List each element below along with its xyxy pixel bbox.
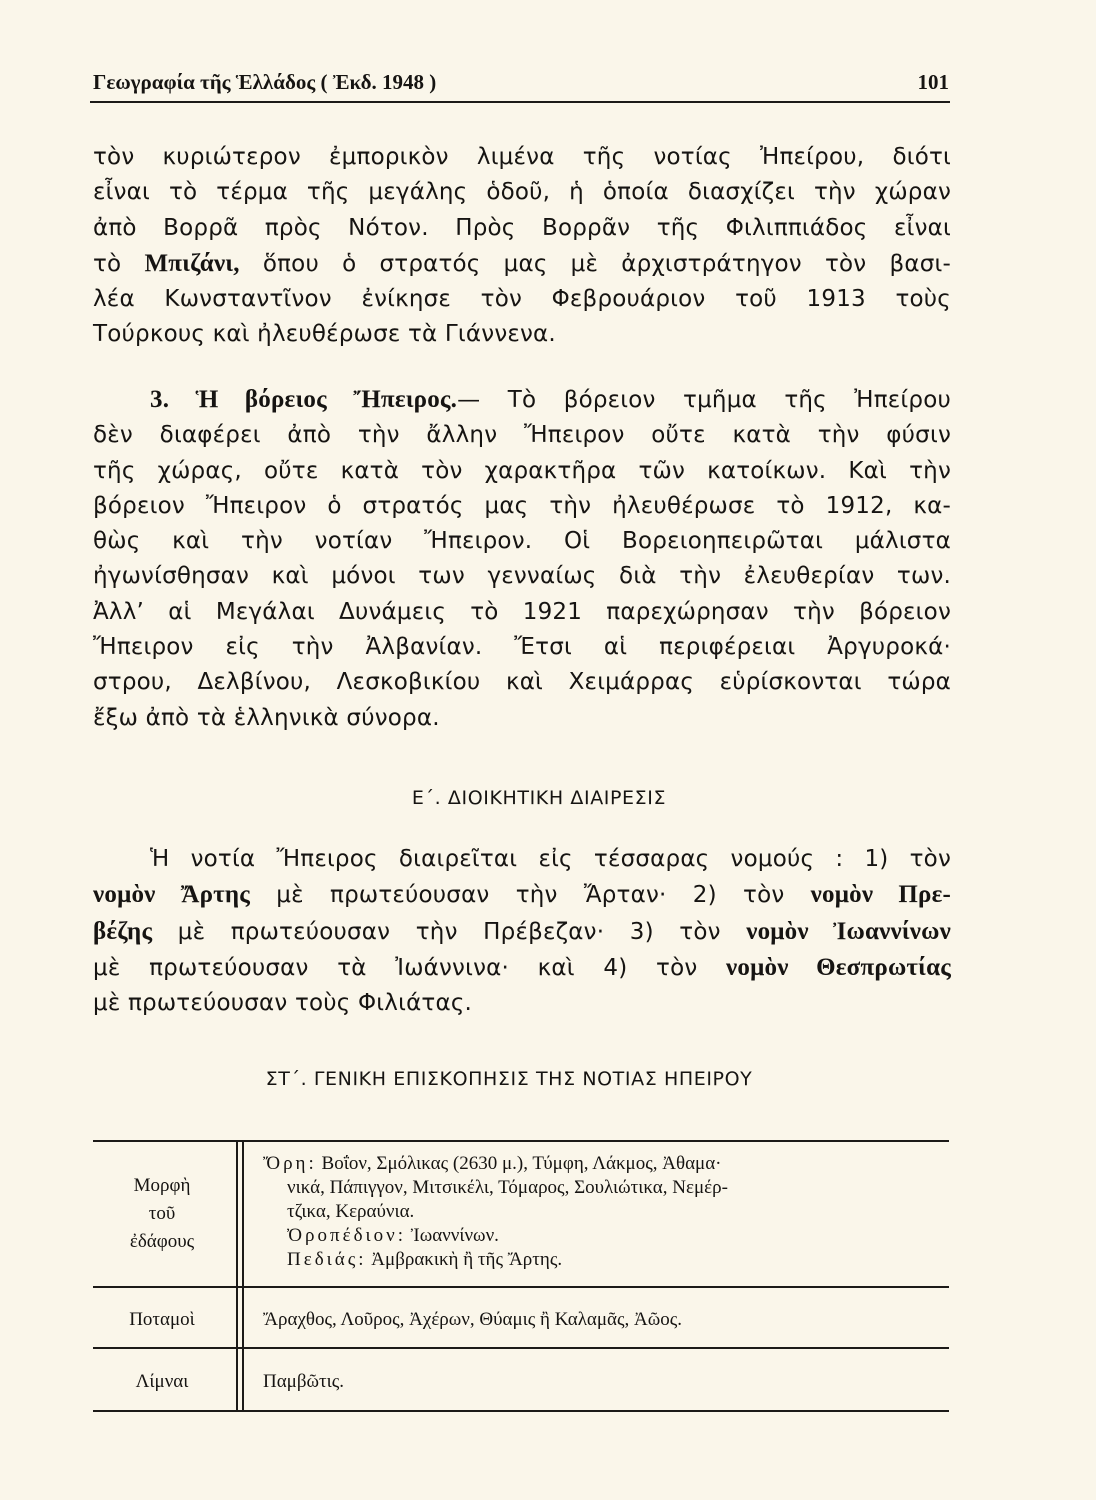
label-line: τοῦ bbox=[148, 1203, 176, 1224]
text-line bbox=[93, 950, 951, 986]
header-rule bbox=[90, 101, 950, 103]
text-line: δὲν διαφέρει ἀπὸ τὴν ἄλλην Ἤπειρον οὔτε κατὰ τὴν φύσιν bbox=[93, 422, 951, 449]
page-number: 101 bbox=[917, 70, 949, 94]
text-fragment: τὸ bbox=[93, 250, 122, 277]
text-line: βόρειον Ἤπειρον ὁ στρατός μας τὴν ἠλευθέρωσε τὸ 1912, κα- bbox=[93, 492, 951, 519]
text-line bbox=[93, 877, 951, 913]
text-line: μὲ πρωτεύουσαν τοὺς Φιλιάτας. bbox=[93, 990, 473, 1017]
label-line: Μορφὴ bbox=[133, 1175, 191, 1196]
cell-term: Ὀροπέδιον: bbox=[287, 1225, 407, 1246]
text-line bbox=[93, 246, 951, 282]
text-line: Ἀλλ’ αἱ Μεγάλαι Δυνάμεις τὸ 1921 παρεχώρησαν τὴν βόρειον bbox=[93, 598, 951, 625]
table-cell-lakes: Παμβῶτις. bbox=[263, 1371, 345, 1392]
cell-line bbox=[263, 1152, 953, 1176]
text-line bbox=[93, 382, 951, 418]
text-line: Ἡ νοτία Ἤπειρος διαιρεῖται εἰς τέσσαρας νομούς : 1) τὸν bbox=[150, 846, 951, 872]
cell-term: Πεδιάς: bbox=[287, 1249, 367, 1270]
bold-prefecture: νομὸν Ἰωαννίνων bbox=[746, 917, 952, 945]
table-bottom-rule bbox=[93, 1410, 949, 1412]
header-title: Γεωγραφία τῆς Ἑλλάδος ( Ἐκδ. 1948 ) bbox=[93, 70, 437, 94]
cell-text: Ἰωαννίνων. bbox=[410, 1225, 499, 1246]
text-line: στρου, Δελβίνου, Λεσκοβικίου καὶ Χειμάρρας εὑρίσκονται τώρα bbox=[93, 669, 951, 696]
table-row-label: Ποταμοὶ bbox=[129, 1309, 195, 1330]
text-line bbox=[93, 914, 951, 950]
paragraph-prefectures bbox=[93, 842, 951, 1021]
table-row-rule bbox=[93, 1286, 949, 1288]
text-line: εἶναι τὸ τέρμα τῆς μεγάλης ὁδοῦ, ἡ ὁποία διασχίζει τὴν χώραν bbox=[93, 179, 951, 206]
table-column-divider bbox=[242, 1140, 244, 1412]
text-fragment: μὲ πρωτεύουσαν τὴν Πρέβεζαν· 3) τὸν bbox=[177, 918, 721, 945]
text-fragment: μὲ πρωτεύουσαν τὴν Ἄρταν· 2) τὸν bbox=[276, 882, 785, 909]
text-line: ἀπὸ Βορρᾶ πρὸς Νότον. Πρὸς Βορρᾶν τῆς Φιλιππιάδος εἶναι bbox=[93, 214, 951, 241]
label-line: ἐδάφους bbox=[129, 1231, 195, 1252]
table-cell-rivers: Ἄραχθος, Λοῦρος, Ἀχέρων, Θύαμις ἢ Καλαμᾶς, Ἀῶος. bbox=[263, 1309, 683, 1330]
text-line: Τούρκους καὶ ἠλευθέρωσε τὰ Γιάννενα. bbox=[93, 321, 556, 348]
bold-prefecture: νομὸν Πρε- bbox=[810, 881, 952, 909]
cell-text: Βοΐον, Σμόλικας (2630 μ.), Τύμφη, Λάκμος, Ἀθαμα· bbox=[321, 1153, 722, 1174]
table-row-rule bbox=[93, 1347, 949, 1349]
text-line: θὼς καὶ τὴν νοτίαν Ἤπειρον. Οἱ Βορειοηπειρῶται μάλιστα bbox=[93, 528, 951, 555]
overview-table bbox=[93, 1140, 949, 1412]
bold-prefecture: νομὸν Ἄρτης bbox=[93, 881, 251, 909]
paragraph-preveza bbox=[93, 140, 951, 353]
bold-place-name: Μπιζάνι, bbox=[144, 249, 240, 277]
cell-term: Ὄρη: bbox=[263, 1153, 317, 1174]
table-column-divider bbox=[236, 1140, 238, 1412]
section-subheading: 3. Ἡ βόρειος Ἤπειρος. bbox=[150, 386, 458, 413]
text-fragment: ὅπου ὁ στρατός μας μὲ ἀρχιστράτηγον τὸν βασι- bbox=[262, 250, 951, 277]
bold-prefecture: βέζης bbox=[93, 917, 153, 945]
running-header bbox=[93, 68, 949, 100]
text-line: Ἤπειρον εἰς τὴν Ἀλβανίαν. Ἔτσι αἱ περιφέρειαι Ἀργυροκά· bbox=[93, 634, 951, 661]
section-heading-overview: ΣΤ΄. ΓΕΝΙΚΗ ΕΠΙΣΚΟΠΗΣΙΣ ΤΗΣ ΝΟΤΙΑΣ ΗΠΕΙΡΟΥ bbox=[265, 1068, 753, 1090]
text-line: ἔξω ἀπὸ τὰ ἑλληνικὰ σύνορα. bbox=[93, 704, 440, 731]
table-top-rule bbox=[93, 1140, 949, 1142]
text-fragment: μὲ πρωτεύουσαν τὰ Ἰωάννινα· καὶ 4) τὸν bbox=[93, 954, 698, 981]
table-row-label: Λίμναι bbox=[135, 1371, 189, 1392]
bold-prefecture: νομὸν Θεσπρωτίας bbox=[726, 953, 951, 981]
cell-line bbox=[263, 1248, 953, 1272]
text-line: λέα Κωνσταντῖνον ἐνίκησε τὸν Φεβρουάριον τοῦ 1913 τοὺς bbox=[93, 286, 951, 313]
cell-line bbox=[263, 1224, 953, 1248]
table-cell-relief bbox=[263, 1152, 953, 1272]
cell-line: τζικα, Κεραύνια. bbox=[287, 1201, 415, 1222]
cell-text: Ἀμβρακικὴ ἢ τῆς Ἄρτης. bbox=[371, 1249, 563, 1270]
cell-line: νικά, Πάπιγγον, Μιτσικέλι, Τόμαρος, Σουλιώτικα, Νεμέρ- bbox=[287, 1177, 728, 1198]
text-line: ἠγωνίσθησαν καὶ μόνοι των γενναίως διὰ τὴν ἐλευθερίαν των. bbox=[93, 563, 951, 590]
paragraph-northern-epirus bbox=[93, 382, 951, 736]
text-line: τὸν κυριώτερον ἐμπορικὸν λιμένα τῆς νοτίας Ἠπείρου, διότι bbox=[93, 144, 951, 170]
text-fragment: — Τὸ βόρειον τμῆμα τῆς Ἠπείρου bbox=[457, 387, 951, 413]
table-row-label bbox=[93, 1172, 231, 1256]
section-heading-administrative: Ε΄. ΔΙΟΙΚΗΤΙΚΗ ΔΙΑΙΡΕΣΙΣ bbox=[411, 787, 667, 809]
text-line: τῆς χώρας, οὔτε κατὰ τὸν χαρακτῆρα τῶν κατοίκων. Καὶ τὴν bbox=[93, 457, 951, 484]
